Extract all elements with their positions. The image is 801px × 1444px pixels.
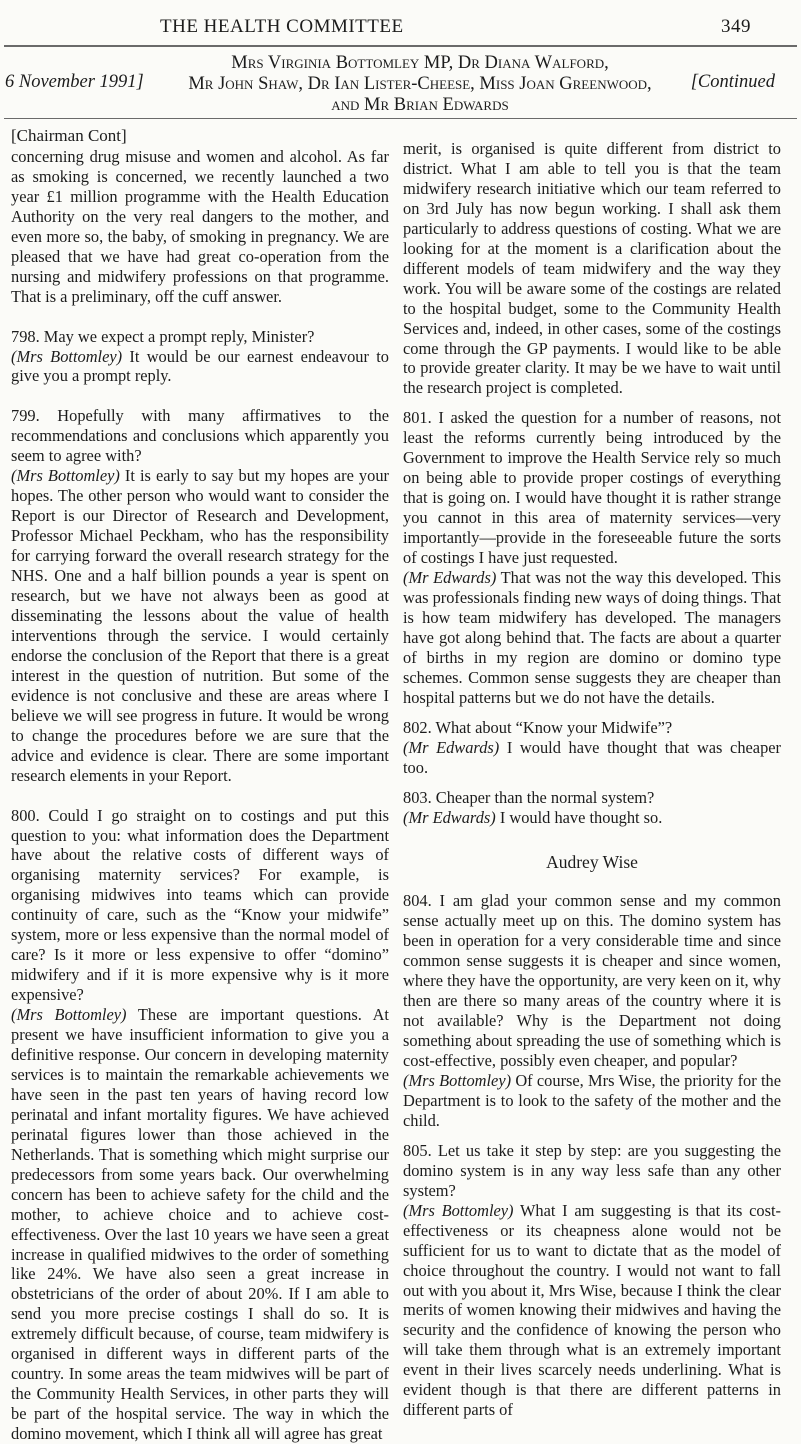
- session-rule: [4, 118, 797, 119]
- answer-speaker: (Mr Edwards): [403, 737, 500, 757]
- answer-text: That was not the way this developed. This was professionals finding new ways of doing things. That is how team midwifery has developed. The managers have got along behind that. The facts are about a quarter of births in my region are domino or domino type schemes. Common sense suggests they are cheaper than hospital patterns but we do not have the details.: [403, 568, 782, 707]
- question: 805. Let us take it step by step: are you suggesting the domino system is in any way less safe than any other system?: [403, 1140, 781, 1200]
- question: 799. Hopefully with many affirmatives to the recommendations and conclusions which apparently you seem to agree with?: [11, 406, 389, 466]
- answer: [403, 738, 781, 778]
- answer: [11, 466, 389, 785]
- running-head: [0, 14, 801, 42]
- running-head-title: THE HEALTH COMMITTEE: [160, 16, 404, 37]
- answer-speaker: (Mrs Bottomley): [11, 466, 120, 486]
- question: 800. Could I go straight on to costings and put this question to you: what information does the Department have about the relative costs of different ways of organising maternity services? For example, is organising midwives into teams which can provide continuity of care, such as the “Know your midwife” system, more or less expensive than the normal model of care? Is it more or less expensive to offer “domino” midwifery and if it is more expensive why is it more expensive?: [11, 805, 389, 1005]
- answer-text: Of course, Mrs Wise, the priority for the Department is to look to the safety of the mother and the child.: [403, 1070, 781, 1130]
- answer: [403, 1201, 781, 1420]
- question: 798. May we expect a prompt reply, Minister?: [11, 326, 315, 346]
- answer-speaker: (Mrs Bottomley): [403, 1070, 512, 1090]
- answer: [403, 568, 781, 708]
- witness-line-1: Mrs Virginia Bottomley MP, Dr Diana Walford,: [231, 53, 609, 73]
- right-column: [403, 139, 781, 1420]
- answer-text: These are important questions. At present we have insufficient information to give you a definitive response. Our concern in developing maternity services is to maintain the remarkable achievements we have seen in the past ten years of having record low perinatal and infant mortality figures. We have achieved perinatal figures lower than those achieved in the Netherlands. That is something which might surprise our predecessors from some years back. Our overwhelming concern has been to achieve safety for the child and the mother, to achieve choice and to achieve cost-effectiveness. Over the last 10 years we have seen a great increase in qualified midwives to the order of something like 24%. We have also seen a great increase in obstetricians of the order of about 20%. If I am able to send you more precise costings I shall do so. It is extremely difficult because, of course, team midwifery is organised in different ways in different parts of the country. In some areas the team midwives will be part of the Community Health Services, in other parts they will be part of the hospital service. The way in which the domino movement, which I think all will agree has great: [11, 1005, 389, 1444]
- answer-text: What I am suggesting is that its cost-effectiveness or its cheapness alone would not be sufficient for us to want to dictate that as the model of choice throughout the country. I would not want to fall out with you about it, Mrs Wise, because I think the clear merits of women knowing their midwives and having the security and the confidence of knowing the person who will take them through what is an extremely important event in their lives scarcely needs underlining. What is evident though is that there are different patterns in different parts of: [403, 1200, 781, 1420]
- question: 804. I am glad your common sense and my common sense actually meet up on this. The domino system has been in operation for a very considerable time and since common sense suggests it is cheaper and since women, where they have the opportunity, are very keen on it, why then are there so many areas of the country where it is not available? Why is the Department not doing something about spreading the use of something which is cost-effective, possibly even cheaper, and popular?: [403, 891, 781, 1071]
- question: 803. Cheaper than the normal system?: [403, 787, 655, 807]
- answer-speaker: (Mr Edwards): [403, 568, 497, 588]
- session-date: 6 November 1991]: [5, 72, 144, 92]
- paragraph: concerning drug misuse and women and alcohol. As far as smoking is concerned, we recently launched a two year £1 million programme with the Health Education Authority on the very real dangers to the mother, and even more so, the baby, of smoking in pregnancy. We are pleased that we have had great co-operation from the nursing and midwifery professions on that programme. That is a preliminary, off the cuff answer.: [11, 146, 389, 306]
- question: 801. I asked the question for a number of reasons, not least the reforms currently being introduced by the Government to improve the Health Service rely so much on being able to provide proper costings of everything that is going on. I would have thought it is rather strange you cannot in this area of maternity services—very importantly—provide in the foreseeable future the sorts of costings I have just requested.: [403, 408, 781, 568]
- answer-text: I would have thought that was cheaper too.: [403, 737, 781, 777]
- answer: [11, 347, 389, 387]
- session-header: [0, 53, 801, 115]
- speaker-heading: Audrey Wise: [546, 852, 638, 873]
- question: 802. What about “Know your Midwife”?: [403, 717, 673, 737]
- witness-line-2: Mr John Shaw, Dr Ian Lister-Cheese, Miss Joan Greenwood,: [188, 74, 652, 94]
- witness-line-3: and Mr Brian Edwards: [331, 95, 509, 115]
- answer-text: It is early to say but my hopes are your hopes. The other person who would want to consider the Report is our Director of Research and Development, Professor Michael Peckham, who has the responsibility for carrying forward the overall research strategy for the NHS. One and a half billion pounds a year is spent on research, but we have not always been as good at disseminating the lessons about the value of health interventions through the service. I would certainly endorse the conclusion of the Report that there is a great interest in the question of nutrition. But some of the evidence is not conclusive and these are areas where I believe we will see progress in future. It would be wrong to change the procedures before we are sure that the advice and evidence is clear. There are some important research elements in your Report.: [11, 466, 389, 785]
- answer-speaker: (Mrs Bottomley): [11, 1005, 127, 1025]
- page-number: 349: [721, 16, 751, 37]
- answer-speaker: (Mr Edwards): [403, 807, 496, 827]
- header-rule: [4, 45, 797, 47]
- answer-speaker: (Mrs Bottomley): [403, 1200, 514, 1220]
- left-column: [11, 126, 389, 1444]
- answer-speaker: (Mrs Bottomley): [11, 346, 123, 366]
- paragraph: merit, is organised is quite different from district to district. What I am able to tell you is that the team midwifery research initiative which our team referred to on 3rd July has now begun working. I shall ask them particularly to address questions of costing. What we are looking for at the moment is a clarification about the different models of team midwifery and the way they work. You will be aware some of the costings are related to the hospital budget, some to the Community Health Services and, indeed, in other cases, some of the costings come through the GP payments. I would like to be able to provide greater clarity. It may be we have to wait until the research project is completed.: [403, 139, 781, 398]
- answer: [403, 1071, 781, 1131]
- answer-text: It would be our earnest endeavour to give you a prompt reply.: [11, 346, 389, 386]
- speaker-label: [Chairman Cont]: [11, 126, 127, 145]
- answer-text: I would have thought so.: [495, 807, 663, 827]
- answer: [11, 1005, 389, 1444]
- answer: [403, 808, 781, 828]
- continued-label: [Continued: [690, 72, 775, 92]
- witness-list: [170, 53, 670, 116]
